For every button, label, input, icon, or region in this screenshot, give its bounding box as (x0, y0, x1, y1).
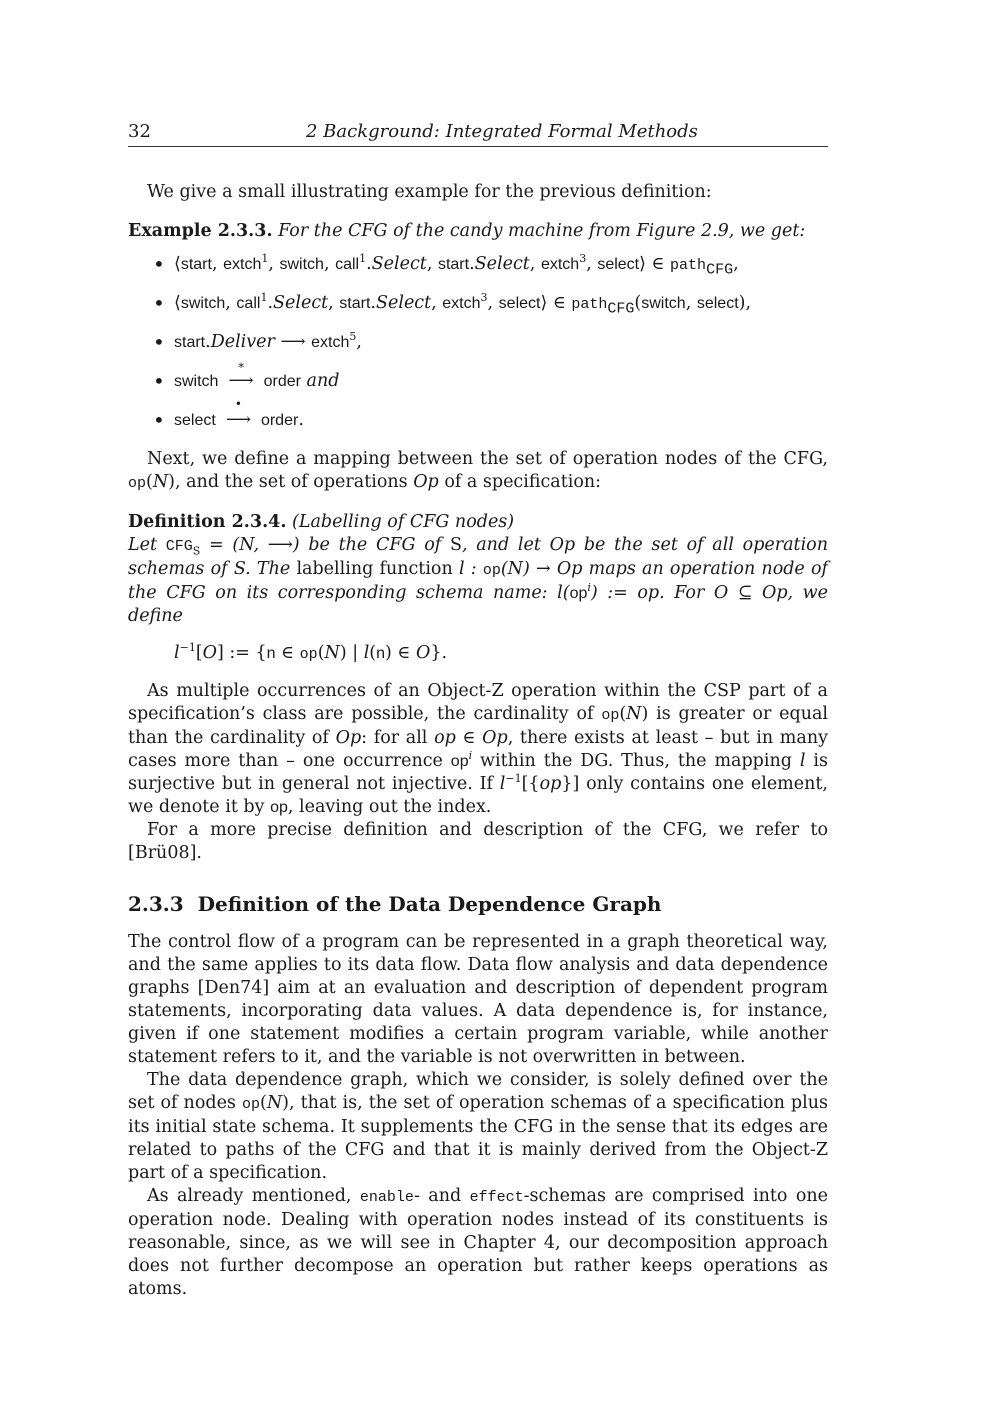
definition-label: Definition 2.3.4. (128, 512, 287, 532)
section-number: 2.3.3 (128, 892, 184, 916)
list-item: • start.Deliver ⟶ extch$^5$, (128, 331, 828, 370)
list-item: • ⟨start, extch$^1$, switch, call$^1$.Select, start.Select, extch$^3$, select⟩ ∈ path$_{CFG}$, (128, 253, 828, 292)
body-paragraph-3: As already mentioned, enable- and effect-schemas are comprised into one operation node. Dealing with operation nodes instead of its constituents is reasonable, since, as we will see in Chapter 4, our decomposition approach does not further decompose an operation but rather keeps operations as atoms. (128, 1186, 828, 1299)
list-item: • switch ∗ ⟶ order and (128, 370, 828, 409)
refer-paragraph: For a more precise definition and description of the CFG, we refer to [Brü08]. (128, 820, 828, 863)
section-heading (128, 891, 828, 917)
definition-heading (128, 511, 828, 534)
document-page (128, 118, 828, 1301)
list-item: • select • ⟶ order. (128, 409, 828, 448)
list-item: • ⟨switch, call$^1$.Select, start.Select, extch$^3$, select⟩ ∈ path$_{CFG}$(switch, select), (128, 292, 828, 331)
body-paragraph-1: The control flow of a program can be represented in a graph theoretical way, and the same applies to its data flow. Data flow analysis and data dependence graphs [Den74] aim at an evaluation and description of dependent program statements, incorporating data values. A data dependence is, for instance, given if one statement modifies a certain program variable, while another statement refers to it, and the variable is not overwritten in between. (128, 932, 828, 1067)
example-label: Example 2.3.3. (128, 221, 273, 241)
page-number: 32 (128, 121, 151, 142)
definition-formula: $l^{-1}[O]$ := {n ∈ op(N) | l(n) ∈ O}. (174, 641, 448, 663)
example-text: For the CFG of the candy machine from Figure 2.9, we get: (278, 221, 806, 241)
definition-body: Let $CFG_S = (N$, ⟶) be the CFG of S, and let Op be the set of all operation schemas of S. The labelling function l : op(N) → Op maps an operation node of the CFG on its corresponding schema name: $l(op^i)$ := op. For O ⊆ Op, we define (128, 535, 828, 626)
intro-paragraph: We give a small illustrating example for the previous definition: (147, 182, 712, 202)
mapping-intro-paragraph: Next, we define a mapping between the set of operation nodes of the CFG, op(N), and the set of operations Op of a specification: (128, 449, 828, 492)
occurrences-paragraph: As multiple occurrences of an Object-Z operation within the CSP part of a specification’s class are possible, the cardinality of op(N) is greater or equal than the cardinality of Op: for all op ∈ Op, there exists at least – but in many cases more than – one occurrence $op^i$ within the DG. Thus, the mapping l is surjective but in general not injective. If $l^{-1}[\{op\}]$ only contains one element, we denote it by op, leaving out the index. (128, 681, 828, 817)
example-list (128, 253, 828, 448)
definition-title: (Labelling of CFG nodes) (292, 512, 515, 532)
body-paragraph-2: The data dependence graph, which we consider, is solely defined over the set of nodes op(N), that is, the set of operation schemas of a specification plus its initial state schema. It supplements the CFG in the sense that its edges are related to paths of the CFG and that it is mainly derived from the Object-Z part of a specification. (128, 1070, 828, 1183)
example-heading (128, 220, 828, 243)
section-title: Definition of the Data Dependence Graph (197, 892, 662, 916)
page-header (128, 118, 828, 147)
running-title: 2 Background: Integrated Formal Methods (306, 121, 698, 142)
